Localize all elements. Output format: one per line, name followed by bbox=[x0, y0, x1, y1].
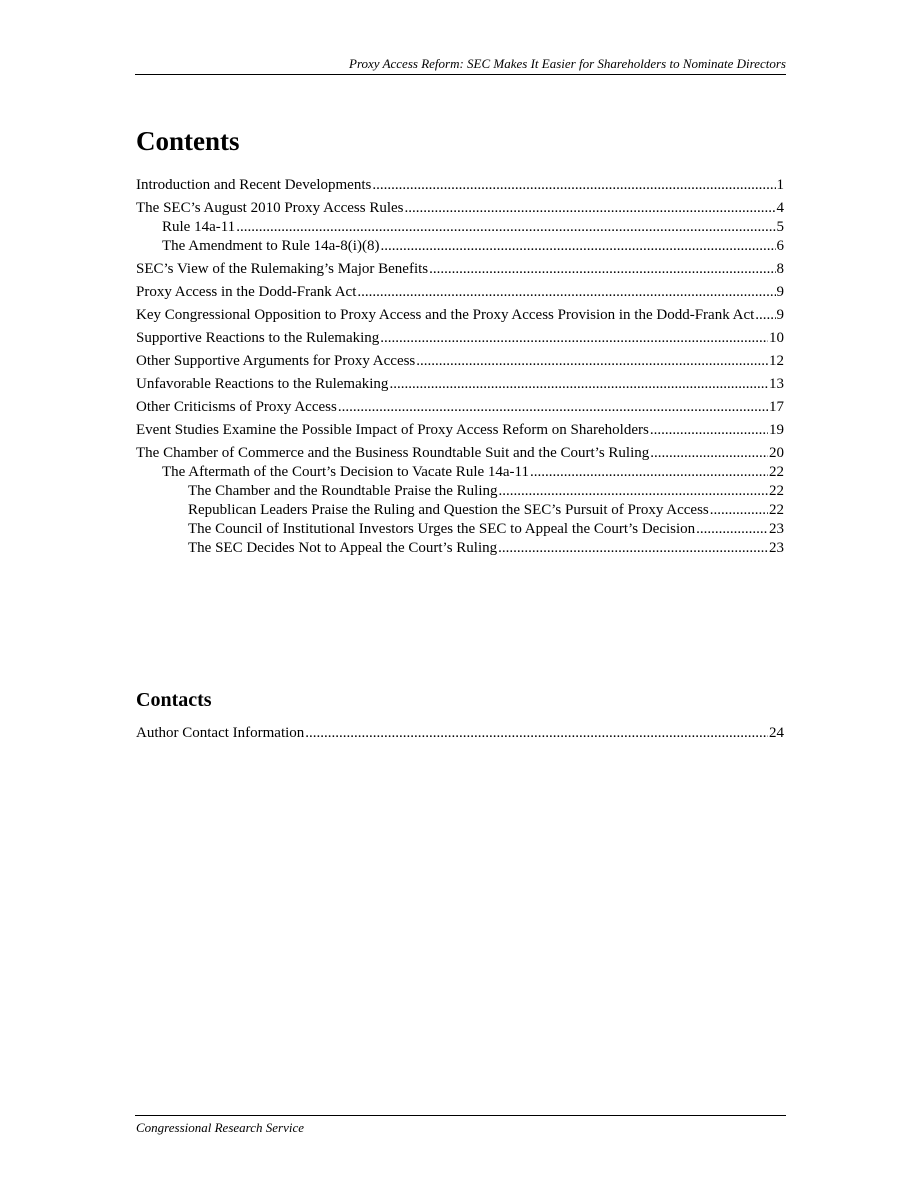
toc-entry-text: Unfavorable Reactions to the Rulemaking bbox=[136, 376, 389, 392]
toc-page-number: 12 bbox=[769, 353, 784, 369]
toc-entry-congressional-opposition[interactable] bbox=[136, 306, 784, 325]
toc-entry-text: SEC’s View of the Rulemaking’s Major Benefits bbox=[136, 261, 429, 277]
toc-page-number: 9 bbox=[776, 307, 784, 323]
toc-entry-aftermath[interactable] bbox=[136, 463, 784, 482]
toc-entry-supportive-reactions[interactable] bbox=[136, 329, 784, 348]
toc-page-number: 8 bbox=[776, 261, 784, 277]
toc-entry-event-studies[interactable] bbox=[136, 421, 784, 440]
toc-entry-text: Key Congressional Opposition to Proxy Access and the Proxy Access Provision in the Dodd-Frank Act bbox=[136, 307, 755, 323]
toc-entry-text: Proxy Access in the Dodd-Frank Act bbox=[136, 284, 357, 300]
toc-entry-dodd-frank[interactable] bbox=[136, 283, 784, 302]
toc-entry-other-criticisms[interactable] bbox=[136, 398, 784, 417]
toc-page-number: 19 bbox=[769, 422, 784, 438]
toc-page-number: 24 bbox=[769, 725, 784, 741]
toc-page-number: 23 bbox=[769, 521, 784, 537]
toc-entry-introduction[interactable] bbox=[136, 176, 784, 195]
footer-text: Congressional Research Service bbox=[136, 1120, 304, 1135]
toc-entry-text: The SEC’s August 2010 Proxy Access Rules bbox=[136, 200, 404, 216]
toc-entry-republican-leaders[interactable] bbox=[136, 501, 784, 520]
toc-entry-text: Other Supportive Arguments for Proxy Access bbox=[136, 353, 416, 369]
contents-heading: Contents bbox=[136, 126, 240, 156]
toc-page-number: 22 bbox=[769, 464, 784, 480]
footer-divider bbox=[135, 1115, 786, 1116]
toc-entry-text: The Chamber of Commerce and the Business Roundtable Suit and the Court’s Ruling bbox=[136, 445, 650, 461]
toc-entry-text: The Chamber and the Roundtable Praise the Ruling bbox=[188, 483, 498, 499]
toc-entry-unfavorable-reactions[interactable] bbox=[136, 375, 784, 394]
toc-page-number: 22 bbox=[769, 483, 784, 499]
toc-entry-text: Event Studies Examine the Possible Impact of Proxy Access Reform on Shareholders bbox=[136, 422, 649, 438]
toc-entry-sec-not-appeal[interactable] bbox=[136, 539, 784, 558]
toc-entry-text: The Council of Institutional Investors Urges the SEC to Appeal the Court’s Decision bbox=[188, 521, 696, 537]
toc-page-number: 23 bbox=[769, 540, 784, 556]
toc-entry-author-contact[interactable] bbox=[136, 724, 784, 743]
toc-page-number: 10 bbox=[769, 330, 784, 346]
toc-entry-sec-view[interactable] bbox=[136, 260, 784, 279]
running-header: Proxy Access Reform: SEC Makes It Easier for Shareholders to Nominate Directors bbox=[135, 56, 786, 75]
toc-entry-text: Supportive Reactions to the Rulemaking bbox=[136, 330, 380, 346]
toc-entry-text: Republican Leaders Praise the Ruling and Question the SEC’s Pursuit of Proxy Access bbox=[188, 502, 709, 518]
toc-entry-text: The SEC Decides Not to Appeal the Court’s Ruling bbox=[188, 540, 498, 556]
toc-entry-text: Rule 14a-11 bbox=[162, 219, 236, 235]
contacts-list bbox=[136, 724, 784, 743]
table-of-contents bbox=[136, 176, 784, 558]
contacts-heading: Contacts bbox=[136, 689, 212, 711]
toc-page-number: 17 bbox=[769, 399, 784, 415]
toc-entry-amendment[interactable] bbox=[136, 237, 784, 256]
toc-page-number: 9 bbox=[776, 284, 784, 300]
toc-page-number: 13 bbox=[769, 376, 784, 392]
toc-entry-text: The Amendment to Rule 14a-8(i)(8) bbox=[162, 238, 380, 254]
toc-page-number: 6 bbox=[776, 238, 784, 254]
toc-entry-council-appeal[interactable] bbox=[136, 520, 784, 539]
toc-page-number: 4 bbox=[776, 200, 784, 216]
toc-page-number: 1 bbox=[776, 177, 784, 193]
toc-page-number: 5 bbox=[776, 219, 784, 235]
toc-entry-text: Other Criticisms of Proxy Access bbox=[136, 399, 337, 415]
toc-entry-sec-rules[interactable] bbox=[136, 199, 784, 218]
toc-entry-text: The Aftermath of the Court’s Decision to Vacate Rule 14a-11 bbox=[162, 464, 529, 480]
toc-page-number: 20 bbox=[769, 445, 784, 461]
toc-entry-rule-14a-11[interactable] bbox=[136, 218, 784, 237]
toc-page-number: 22 bbox=[769, 502, 784, 518]
toc-entry-chamber-praise[interactable] bbox=[136, 482, 784, 501]
toc-entry-chamber-suit[interactable] bbox=[136, 444, 784, 463]
toc-entry-text: Introduction and Recent Developments bbox=[136, 177, 372, 193]
toc-entry-supportive-arguments[interactable] bbox=[136, 352, 784, 371]
toc-entry-text: Author Contact Information bbox=[136, 725, 305, 741]
